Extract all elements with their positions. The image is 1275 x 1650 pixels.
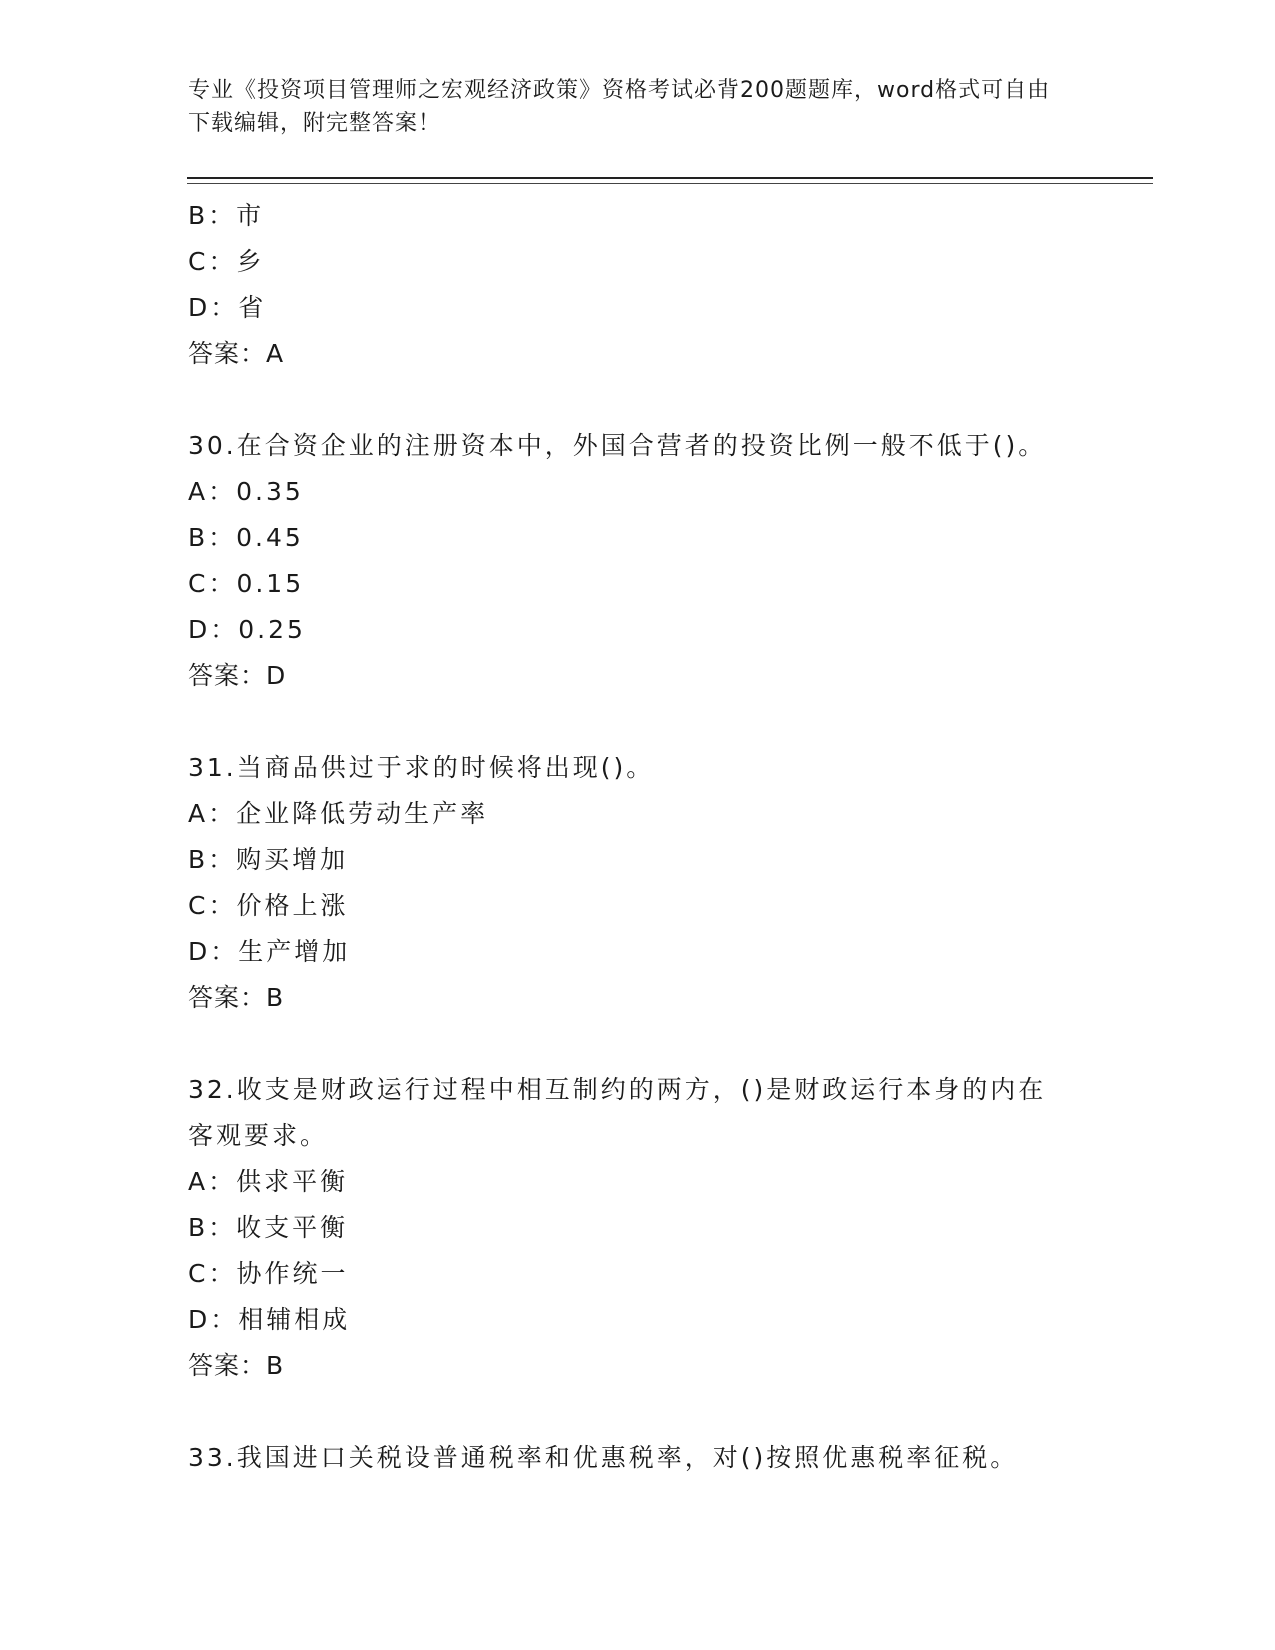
option-d: D：生产增加: [188, 937, 351, 966]
answer-line: 答案：D: [188, 661, 287, 690]
option-b: B：0.45: [188, 523, 304, 552]
question-text: 30.在合资企业的注册资本中，外国合营者的投资比例一般不低于()。: [188, 431, 1047, 460]
option-c: C：乡: [188, 247, 265, 276]
option-d: D：省: [188, 293, 267, 322]
option-c: C：协作统一: [188, 1259, 349, 1288]
page-header-title: 专业《投资项目管理师之宏观经济政策》资格考试必背200题题库，word格式可自由下载编辑，附完整答案！: [188, 78, 1051, 136]
question-32-block: [188, 1067, 1088, 1389]
answer-line: 答案：B: [188, 983, 285, 1012]
question-text: 31.当商品供过于求的时候将出现()。: [188, 753, 655, 782]
option-d: D：相辅相成: [188, 1305, 351, 1334]
option-d: D：0.25: [188, 615, 306, 644]
previous-question-block: [188, 193, 1088, 377]
header-divider-thin: [187, 183, 1153, 184]
question-text: 33.我国进口关税设普通税率和优惠税率，对()按照优惠税率征税。: [188, 1443, 1019, 1472]
option-a: A：0.35: [188, 477, 304, 506]
answer-line: 答案：B: [188, 1351, 285, 1380]
option-a: A：企业降低劳动生产率: [188, 799, 489, 828]
option-b: B：购买增加: [188, 845, 349, 874]
option-a: A：供求平衡: [188, 1167, 349, 1196]
question-33-block: [188, 1435, 1088, 1481]
option-b: B：收支平衡: [188, 1213, 349, 1242]
question-30-block: [188, 423, 1088, 699]
option-c: C：0.15: [188, 569, 305, 598]
question-31-block: [188, 745, 1088, 1021]
answer-line: 答案：A: [188, 339, 285, 368]
question-content: [188, 193, 1088, 1481]
header-divider-thick: [187, 177, 1153, 179]
question-text: 32.收支是财政运行过程中相互制约的两方，()是财政运行本身的内在客观要求。: [188, 1075, 1047, 1150]
option-c: C：价格上涨: [188, 891, 349, 920]
option-b: B：市: [188, 201, 265, 230]
